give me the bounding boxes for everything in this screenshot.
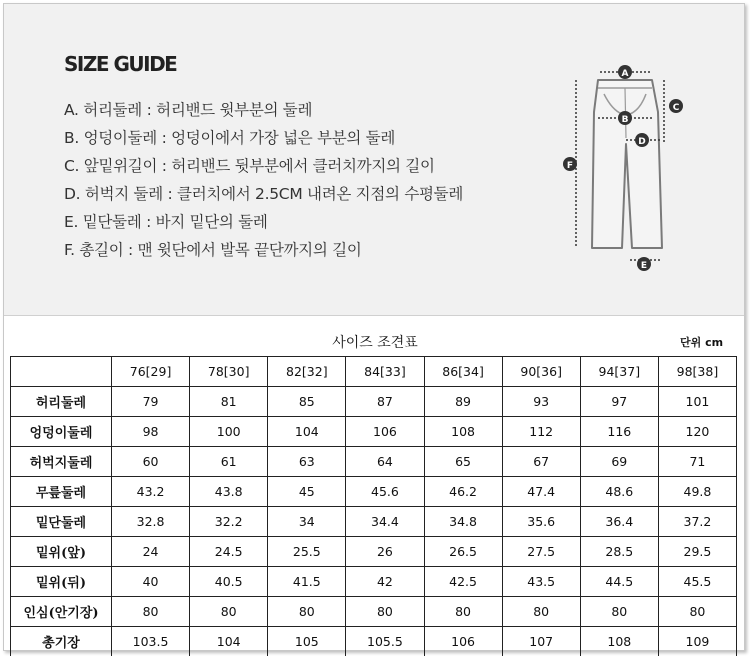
table-cell: 27.5 <box>502 537 580 567</box>
table-row <box>11 627 737 656</box>
size-guide-title: SIZE GUIDE <box>64 52 177 76</box>
measurement-list <box>64 96 463 264</box>
table-cell: 45 <box>268 477 346 507</box>
table-cell: 48.6 <box>580 477 658 507</box>
measurement-item-e: E. 밑단둘레 : 바지 밑단의 둘레 <box>64 213 268 231</box>
size-guide-panel <box>4 4 744 316</box>
size-table-title: 사이즈 조견표 <box>332 335 418 351</box>
table-cell: 105 <box>268 627 346 656</box>
table-header-cell: 86[34] <box>424 357 502 387</box>
table-row <box>11 537 737 567</box>
table-cell: 87 <box>346 387 424 417</box>
diagram-label-d: D <box>638 137 646 147</box>
table-cell: 116 <box>580 417 658 447</box>
unit-label: 단위 cm <box>680 336 724 349</box>
table-row <box>11 387 737 417</box>
table-cell: 28.5 <box>580 537 658 567</box>
table-cell: 36.4 <box>580 507 658 537</box>
table-cell: 34.8 <box>424 507 502 537</box>
table-cell: 41.5 <box>268 567 346 597</box>
table-header-cell: 90[36] <box>502 357 580 387</box>
table-row <box>11 447 737 477</box>
diagram-label-a: A <box>621 69 629 79</box>
row-label: 총기장 <box>11 627 112 656</box>
measurement-item-a: A. 허리둘레 : 허리밴드 윗부분의 둘레 <box>64 101 313 119</box>
measurement-item-c: C. 앞밑위길이 : 허리밴드 뒷부분에서 클러치까지의 길이 <box>64 157 435 175</box>
table-cell: 80 <box>424 597 502 627</box>
table-cell: 98 <box>112 417 190 447</box>
table-cell: 89 <box>424 387 502 417</box>
table-cell: 40 <box>112 567 190 597</box>
table-cell: 80 <box>112 597 190 627</box>
table-cell: 104 <box>190 627 268 656</box>
table-cell: 81 <box>190 387 268 417</box>
table-cell: 103.5 <box>112 627 190 656</box>
table-cell: 42 <box>346 567 424 597</box>
table-cell: 112 <box>502 417 580 447</box>
table-cell: 26 <box>346 537 424 567</box>
table-cell: 100 <box>190 417 268 447</box>
diagram-label-c: C <box>672 103 680 113</box>
table-cell: 35.6 <box>502 507 580 537</box>
table-header-cell: 78[30] <box>190 357 268 387</box>
table-row <box>11 417 737 447</box>
table-cell: 80 <box>268 597 346 627</box>
table-cell: 43.2 <box>112 477 190 507</box>
table-cell: 49.8 <box>658 477 736 507</box>
table-cell: 45.5 <box>658 567 736 597</box>
table-header-cell: 76[29] <box>112 357 190 387</box>
table-cell: 64 <box>346 447 424 477</box>
table-cell: 67 <box>502 447 580 477</box>
table-cell: 40.5 <box>190 567 268 597</box>
table-cell: 42.5 <box>424 567 502 597</box>
table-cell: 79 <box>112 387 190 417</box>
pants-diagram-icon <box>556 52 696 282</box>
size-chart-table <box>10 356 737 656</box>
table-cell: 85 <box>268 387 346 417</box>
row-label: 허벅지둘레 <box>11 447 112 477</box>
table-cell: 63 <box>268 447 346 477</box>
table-header-cell: 98[38] <box>658 357 736 387</box>
table-cell: 105.5 <box>346 627 424 656</box>
table-cell: 44.5 <box>580 567 658 597</box>
table-cell: 104 <box>268 417 346 447</box>
table-cell: 80 <box>580 597 658 627</box>
table-cell: 43.5 <box>502 567 580 597</box>
row-label: 밑위(앞) <box>11 537 112 567</box>
table-cell: 47.4 <box>502 477 580 507</box>
row-label: 엉덩이둘레 <box>11 417 112 447</box>
table-cell: 71 <box>658 447 736 477</box>
table-cell: 65 <box>424 447 502 477</box>
table-cell: 34 <box>268 507 346 537</box>
table-header-cell: 94[37] <box>580 357 658 387</box>
table-cell: 46.2 <box>424 477 502 507</box>
table-cell: 109 <box>658 627 736 656</box>
diagram-label-f: F <box>566 161 574 171</box>
table-cell: 32.8 <box>112 507 190 537</box>
table-row <box>11 567 737 597</box>
row-label: 무릎둘레 <box>11 477 112 507</box>
table-cell: 69 <box>580 447 658 477</box>
table-cell: 80 <box>190 597 268 627</box>
table-cell: 106 <box>346 417 424 447</box>
table-cell: 34.4 <box>346 507 424 537</box>
table-cell: 80 <box>502 597 580 627</box>
row-label: 허리둘레 <box>11 387 112 417</box>
table-cell: 107 <box>502 627 580 656</box>
table-cell: 24 <box>112 537 190 567</box>
diagram-label-b: B <box>621 115 629 125</box>
table-cell: 24.5 <box>190 537 268 567</box>
table-cell: 97 <box>580 387 658 417</box>
row-label: 인심(안기장) <box>11 597 112 627</box>
table-header-cell: 84[33] <box>346 357 424 387</box>
table-cell: 108 <box>424 417 502 447</box>
table-cell: 101 <box>658 387 736 417</box>
table-cell: 60 <box>112 447 190 477</box>
table-cell: 80 <box>346 597 424 627</box>
table-header-cell: 82[32] <box>268 357 346 387</box>
row-label: 밑단둘레 <box>11 507 112 537</box>
table-cell: 29.5 <box>658 537 736 567</box>
table-cell: 120 <box>658 417 736 447</box>
diagram-label-e: E <box>640 261 648 271</box>
table-cell: 80 <box>658 597 736 627</box>
table-cell: 43.8 <box>190 477 268 507</box>
row-label: 밑위(뒤) <box>11 567 112 597</box>
measurement-item-d: D. 허벅지 둘레 : 클러치에서 2.5CM 내려온 지점의 수평둘레 <box>64 185 464 203</box>
table-row <box>11 507 737 537</box>
table-cell: 25.5 <box>268 537 346 567</box>
table-row <box>11 597 737 627</box>
table-cell: 26.5 <box>424 537 502 567</box>
table-cell: 106 <box>424 627 502 656</box>
table-cell: 32.2 <box>190 507 268 537</box>
table-cell: 61 <box>190 447 268 477</box>
table-cell: 108 <box>580 627 658 656</box>
table-cell: 37.2 <box>658 507 736 537</box>
table-cell: 93 <box>502 387 580 417</box>
table-body <box>11 387 737 656</box>
table-header-cell <box>11 357 112 387</box>
table-header-row <box>11 357 737 387</box>
table-cell: 45.6 <box>346 477 424 507</box>
measurement-item-f: F. 총길이 : 맨 윗단에서 발목 끝단까지의 길이 <box>64 241 362 259</box>
table-row <box>11 477 737 507</box>
measurement-item-b: B. 엉덩이둘레 : 엉덩이에서 가장 넓은 부분의 둘레 <box>64 129 396 147</box>
